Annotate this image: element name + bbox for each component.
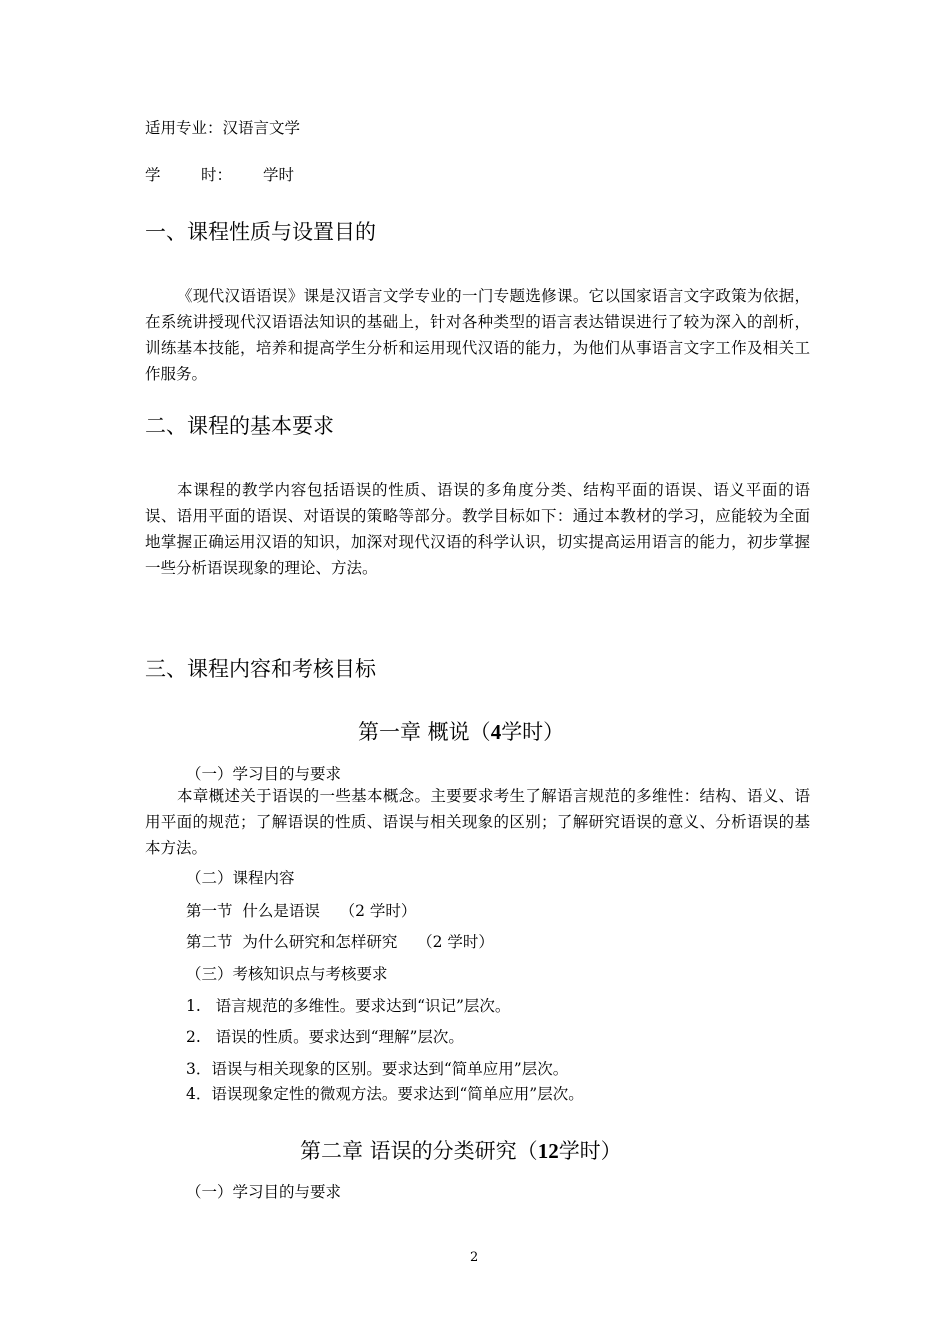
- chapter-1-content-heading: （二）课程内容: [186, 869, 295, 887]
- chapter-1-exam-heading: （三）考核知识点与考核要求: [186, 965, 388, 983]
- chapter-1-section-2: 第二节 为什么研究和怎样研究 （2 学时）: [186, 933, 494, 951]
- exam-item-3: 3．语误与相关现象的区别。要求达到“简单应用”层次。: [186, 1060, 569, 1078]
- chapter-1-section-1: 第一节 什么是语误 （2 学时）: [186, 902, 417, 920]
- chapter-1-title-num: 4: [490, 720, 502, 744]
- chapter-1-goal-heading: （一）学习目的与要求: [186, 765, 342, 783]
- chapter-1-title-pre: 第一章 概说（: [358, 720, 491, 744]
- hours-label-1: 学: [145, 166, 161, 184]
- hours-label-2: 时：: [201, 166, 233, 184]
- exam-item-4: 4．语误现象定性的微观方法。要求达到“简单应用”层次。: [186, 1085, 584, 1103]
- chapter-2-title-num: 12: [537, 1139, 559, 1163]
- section-1-text: 《现代汉语语误》课是汉语言文学专业的一门专题选修课。它以国家语言文字政策为依据，在系统讲授现代汉语语法知识的基础上，针对各种类型的语言表达错误进行了较为深入的剖析，训练基本技能，培养和提高学生分析和运用现代汉语的能力，为他们从事语言文字工作及相关工作服务。: [145, 287, 810, 383]
- chapter-2-title-pre: 第二章 语误的分类研究（: [300, 1139, 538, 1163]
- chapter-2-title-post: 学时）: [558, 1139, 622, 1163]
- section-3-title: 三、课程内容和考核目标: [145, 657, 376, 681]
- major-label: 适用专业：: [145, 119, 223, 137]
- exam-item-1: 1. 语言规范的多维性。要求达到“识记”层次。: [186, 997, 511, 1015]
- section-1-title: 一、课程性质与设置目的: [145, 220, 376, 244]
- section-2-text: 本课程的教学内容包括语误的性质、语误的多角度分类、结构平面的语误、语义平面的语误、语用平面的语误、对语误的策略等部分。教学目标如下：通过本教材的学习，应能较为全面地掌握正确运用汉语的知识，加深对现代汉语的科学认识，切实提高运用语言的能力，初步掌握一些分析语误现象的理论、方法。: [145, 481, 810, 577]
- chapter-1-goal-text: 本章概述关于语误的一些基本概念。主要要求考生了解语言规范的多维性：结构、语义、语用平面的规范；了解语误的性质、语误与相关现象的区别；了解研究语误的意义、分析语误的基本方法。: [145, 787, 810, 857]
- chapter-2-goal-heading: （一）学习目的与要求: [186, 1183, 342, 1201]
- chapter-1-title-post: 学时）: [501, 720, 565, 744]
- section-2-body: [145, 477, 810, 581]
- major-value: 汉语言文学: [222, 119, 301, 137]
- section-1-body: [145, 283, 810, 387]
- exam-item-2: 2. 语误的性质。要求达到“理解”层次。: [186, 1028, 464, 1046]
- chapter-2-title: [300, 1135, 622, 1165]
- major-line: [145, 116, 300, 138]
- section-2-title: 二、课程的基本要求: [145, 414, 334, 438]
- page-number: 2: [470, 1250, 479, 1265]
- chapter-1-goal-body: [145, 783, 810, 861]
- chapter-1-title: [358, 716, 564, 746]
- hours-line: [145, 163, 295, 185]
- hours-value: 学时: [263, 166, 295, 184]
